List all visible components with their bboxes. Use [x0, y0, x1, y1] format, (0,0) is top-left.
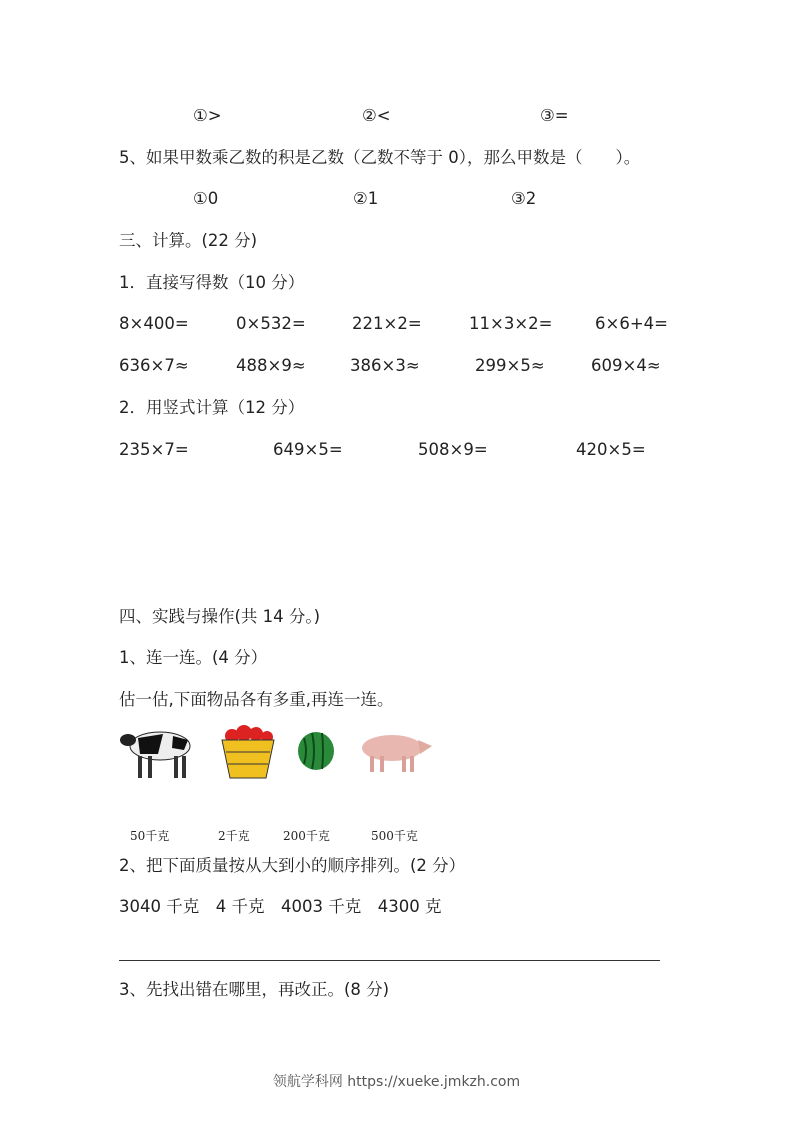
question-5: 5、如果甲数乘乙数的积是乙数（乙数不等于 0），那么甲数是（ ）。	[119, 148, 641, 167]
question-title: 2、把下面质量按从大到小的顺序排列。(2 分）	[119, 856, 466, 875]
part-title: 2．用竖式计算（12 分）	[119, 398, 305, 417]
instruction: 估一估,下面物品各有多重,再连一连。	[119, 690, 394, 709]
footer-watermark: 领航学科网 https://xueke.jmkzh.com	[272, 1074, 521, 1090]
calc-item: 0×532=	[236, 314, 306, 333]
option: ③2	[511, 189, 537, 208]
weight-label: 50千克	[130, 829, 170, 843]
section-title: 四、实践与操作(共 14 分。)	[119, 607, 321, 626]
calc-item: 6×6+4=	[595, 314, 668, 333]
calc-item: 508×9=	[418, 440, 488, 459]
weight-label: 500千克	[371, 829, 418, 843]
option: ②1	[353, 189, 379, 208]
question-title: 1、连一连。(4 分）	[119, 648, 268, 667]
option: ③=	[540, 106, 569, 125]
calc-item: 8×400=	[119, 314, 189, 333]
weight-label: 2千克	[218, 829, 250, 843]
calc-item: 221×2=	[352, 314, 422, 333]
cow-image	[118, 720, 200, 782]
option: ①0	[193, 189, 219, 208]
answer-line	[119, 960, 660, 961]
calc-item: 649×5=	[273, 440, 343, 459]
calc-item: 636×7≈	[119, 356, 189, 375]
calc-item: 299×5≈	[475, 356, 545, 375]
part-title: 1．直接写得数（10 分）	[119, 273, 305, 292]
calc-item: 609×4≈	[591, 356, 661, 375]
calc-item: 235×7=	[119, 440, 189, 459]
question-title: 3、先找出错在哪里，再改正。(8 分)	[119, 980, 390, 999]
option: ①>	[193, 106, 222, 125]
option: ②<	[362, 106, 391, 125]
calc-item: 420×5=	[576, 440, 646, 459]
watermelon-image	[296, 730, 336, 772]
apple-basket-image	[218, 722, 278, 782]
weight-label: 200千克	[283, 829, 330, 843]
masses-list: 3040 千克 4 千克 4003 千克 4300 克	[119, 897, 442, 916]
calc-item: 11×3×2=	[469, 314, 553, 333]
calc-item: 488×9≈	[236, 356, 306, 375]
section-title: 三、计算。(22 分)	[119, 231, 258, 250]
pig-image	[356, 728, 434, 774]
calc-item: 386×3≈	[350, 356, 420, 375]
